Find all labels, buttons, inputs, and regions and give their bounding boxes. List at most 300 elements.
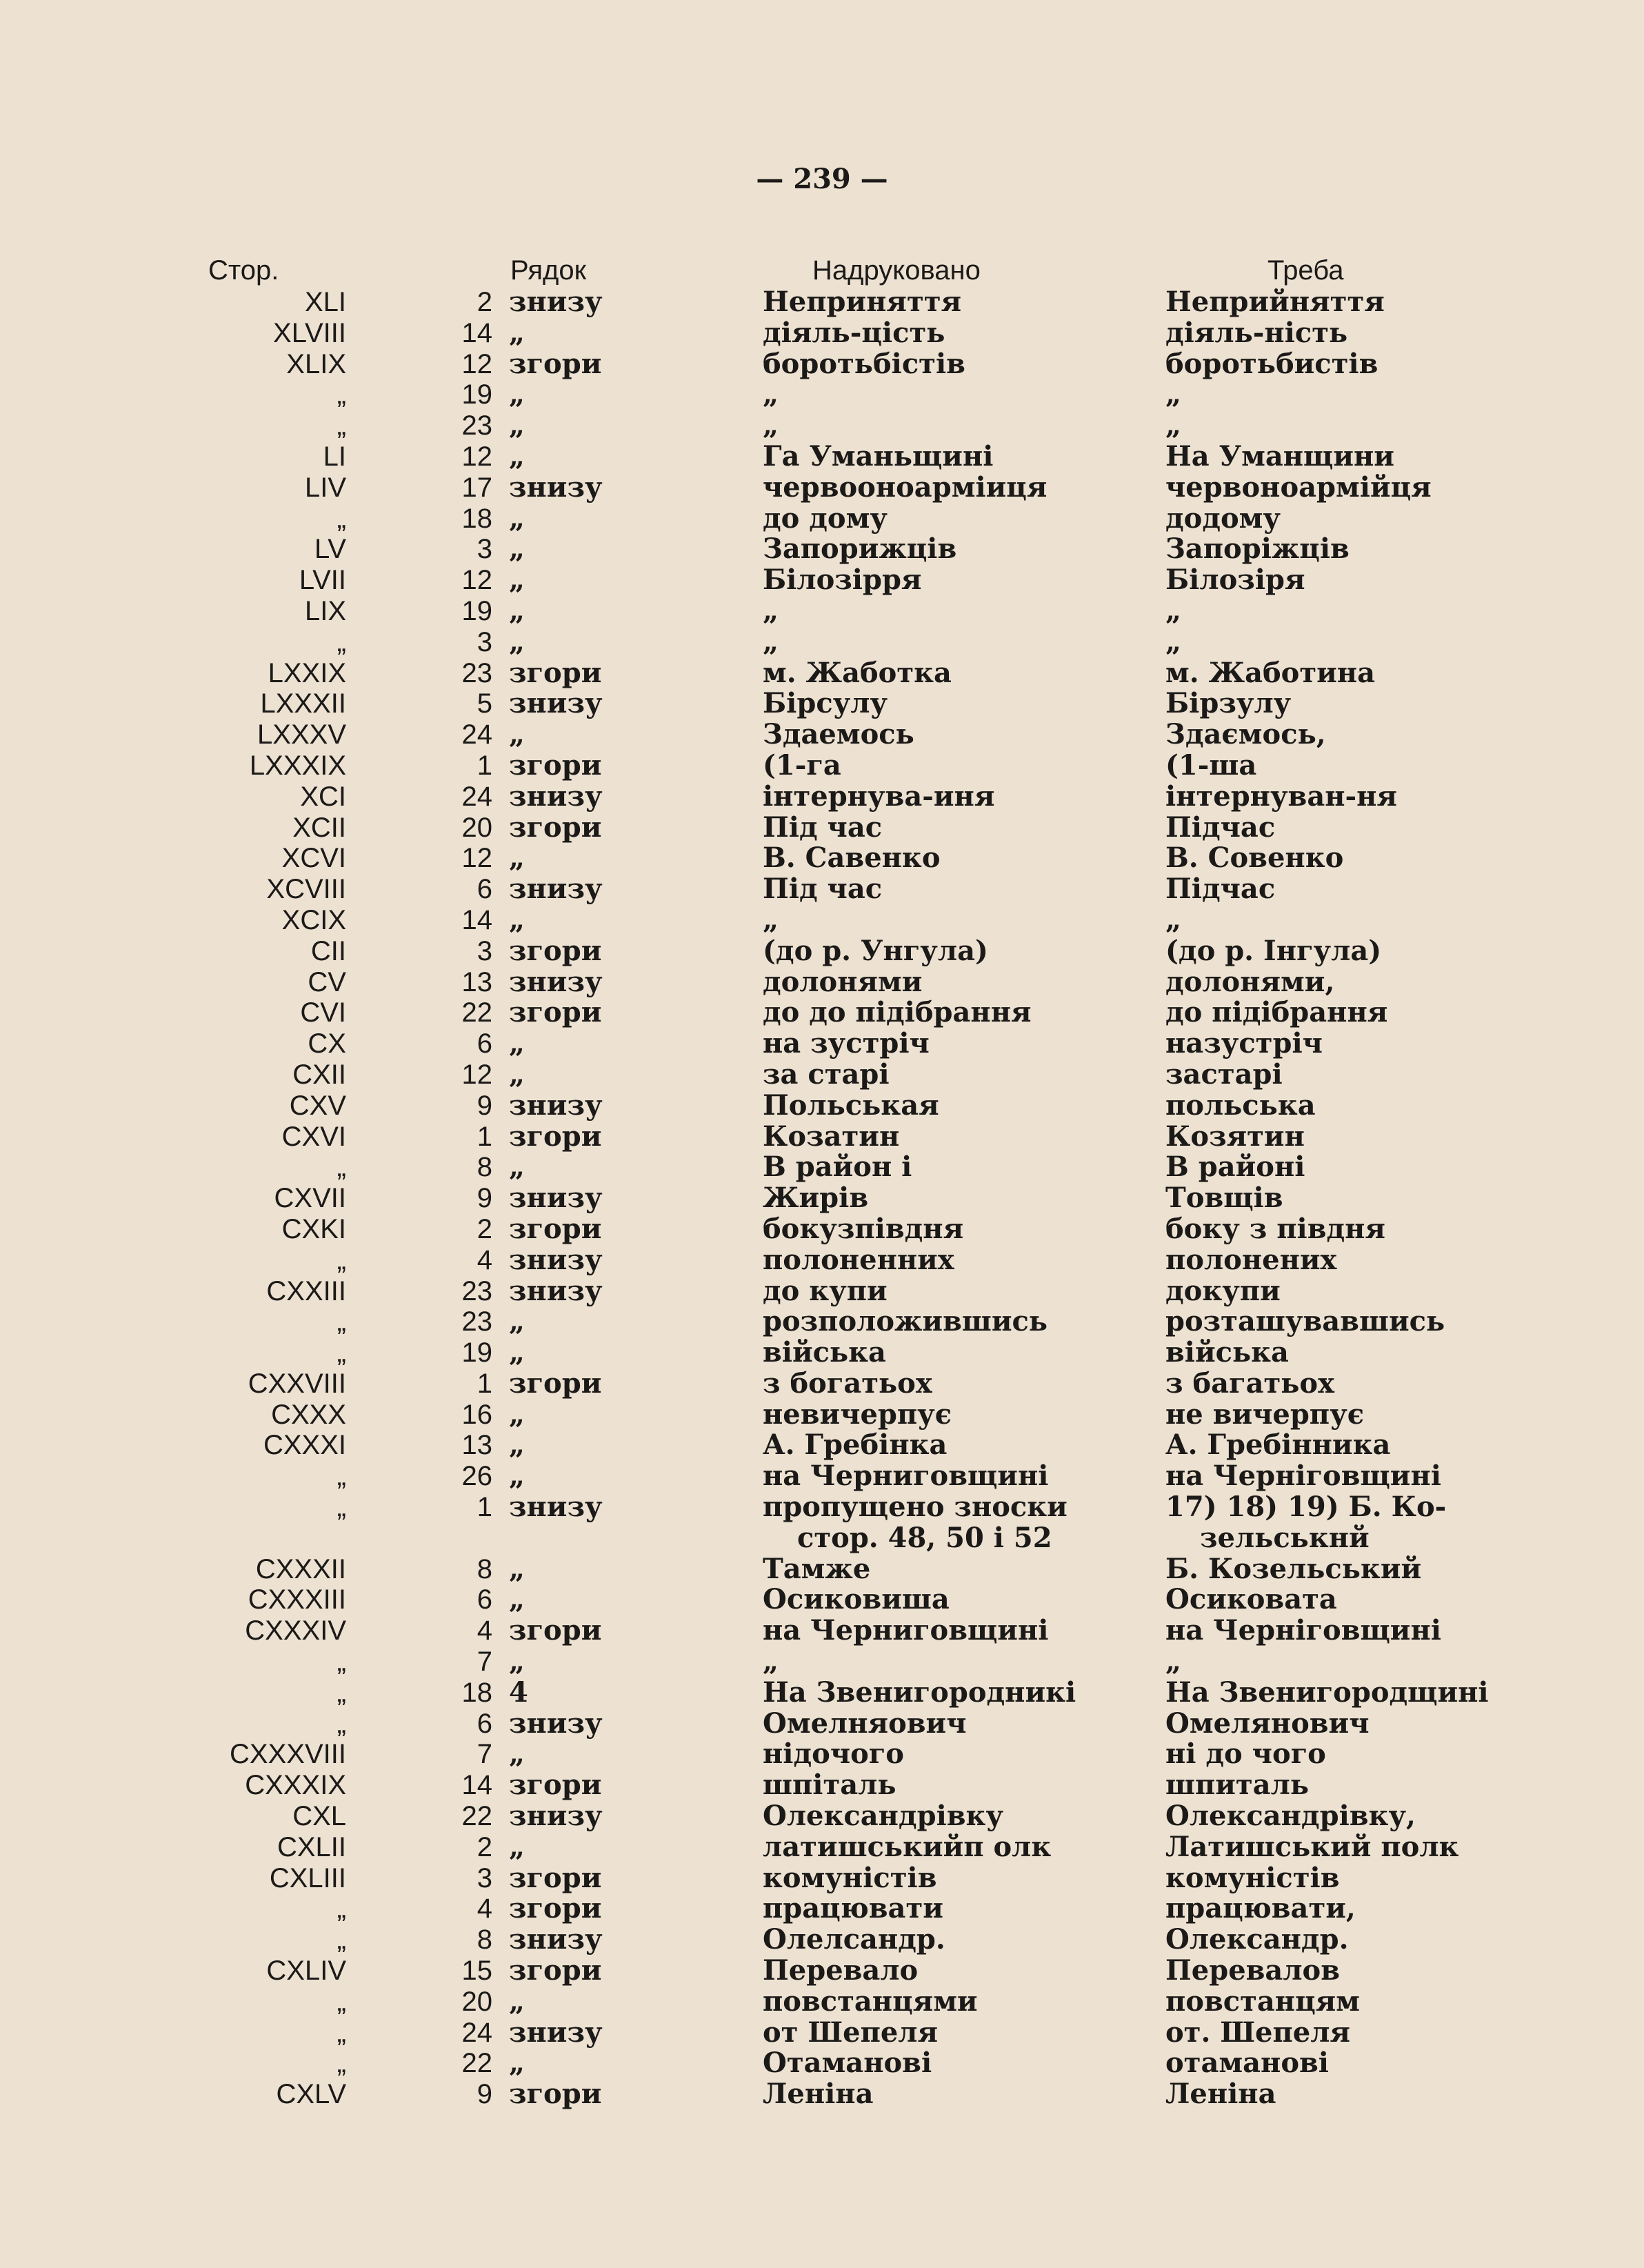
correct-cell: „ [1165,625,1182,658]
correct-cell: „ [1165,378,1182,411]
line-position-cell: „ [509,409,525,442]
table-row [0,1306,1644,1337]
printed-cell: Га Уманьщині [763,439,994,472]
printed-cell: Тамже [763,1552,871,1585]
page-cell: CXXXIX [245,1770,346,1801]
line-position-cell: „ [509,718,525,751]
line-position-cell: „ [509,1830,525,1863]
table-row [0,905,1644,936]
printed-cell: до до підібрання [763,996,1032,1029]
line-number-cell: 3 [477,935,492,966]
page-cell: LXXXII [260,688,346,719]
page-cell: CXVII [274,1183,346,1214]
correct-cell: Підчас [1165,810,1276,844]
table-row [0,1088,1644,1122]
table-row [0,1832,1644,1863]
page-cell: CXXVIII [248,1368,346,1399]
correct-cell: В районі [1165,1151,1305,1184]
line-position-cell: знизу [509,965,603,998]
printed-cell: за старі [763,1057,890,1091]
page-cell: CXLII [277,1831,346,1862]
printed-cell: боротьбістів [763,347,965,380]
line-number-cell: 22 [461,1801,492,1832]
printed-cell: латишськийп олк [763,1830,1052,1863]
line-position-cell: згори [509,934,602,967]
table-row [0,1028,1644,1060]
table-row [0,936,1644,967]
table-row [0,1057,1644,1091]
line-position-cell: знизу [509,779,603,813]
line-position-cell: згори [509,1120,602,1153]
line-position-cell: згори [509,2078,602,2111]
table-row [0,719,1644,750]
line-position-cell: „ [509,1645,525,1678]
line-position-cell: „ [509,1738,525,1771]
printed-cell: бокузпівдня [763,1212,964,1245]
correct-cell: до підібрання [1165,996,1388,1029]
printed-cell: (до р. Унгула) [763,934,988,967]
correct-cell: (1-ша [1165,748,1257,782]
line-number-cell: 6 [477,1028,492,1060]
line-number-cell: 3 [477,534,492,565]
line-number-cell: 16 [461,1399,492,1430]
page-cell: LV [314,534,346,565]
line-number-cell: 1 [477,1121,492,1152]
table-row [0,627,1644,658]
page-cell: CXXXIII [248,1584,346,1615]
correct-cell: додому [1165,501,1281,535]
page-cell: XLI [304,287,346,317]
line-position-cell: „ [509,1984,525,2018]
correct-line: 17) 18) 19) Б. Ко- [1165,1491,1447,1524]
line-number-cell: 8 [477,1553,492,1584]
line-number-cell: 8 [477,1152,492,1183]
line-position-cell: згори [509,1954,602,1987]
line-number-cell: 12 [461,843,492,874]
line-number-cell: 9 [477,2079,492,2110]
printed-cell: Неприняття [763,286,962,318]
printed-cell: інтернува-иня [763,779,995,813]
line-position-cell: знизу [509,1923,603,1956]
line-position-cell: „ [509,625,525,658]
printed-cell: Під час [763,873,883,906]
table-row [0,1461,1644,1492]
page-cell: LVII [299,565,346,596]
line-position-cell: „ [509,1429,525,1462]
page-cell: „ [337,1893,346,1924]
line-number-cell: 6 [477,874,492,905]
correct-cell: В. Совенко [1165,842,1344,875]
page-cell: „ [337,1647,346,1678]
page-cell: LXXXIX [249,750,346,781]
table-row [0,287,1644,318]
table-row [0,1984,1644,2018]
table-row [0,779,1644,813]
page-cell: CX [308,1028,346,1060]
page-cell: XCIX [281,904,346,935]
correct-cell: Латишський полк [1165,1830,1459,1863]
line-number-cell: 8 [477,1924,492,1956]
line-position-cell: знизу [509,1182,603,1215]
line-number-cell: 18 [461,503,492,534]
correct-cell: червоноармійця [1165,470,1432,504]
table-row [0,810,1644,844]
table-row [0,1584,1644,1615]
line-number-cell: 12 [461,348,492,379]
page-cell: CXKI [281,1213,346,1244]
table-row [0,1647,1644,1678]
printed-cell: повстанцями [763,1984,978,2018]
printed-cell: Олелсандр. [763,1923,945,1956]
page-cell: XLIX [286,348,346,379]
table-row [0,534,1644,565]
line-number-cell: 24 [461,781,492,812]
correct-cell: м. Жаботина [1165,656,1376,689]
line-number-cell: 6 [477,1708,492,1739]
line-position-cell: знизу [509,1274,603,1307]
line-number-cell: 26 [461,1461,492,1492]
line-position-cell: знизу [509,1088,603,1122]
printed-cell: Польськая [763,1088,939,1122]
line-position-cell: „ [509,1397,525,1431]
correct-cell: на Черніговщині [1165,1614,1441,1647]
correct-cell: з багатьох [1165,1366,1334,1400]
line-position-cell: „ [509,1027,525,1060]
page-cell: LIX [304,595,346,626]
table-row [0,1956,1644,1987]
page-cell: XCVIII [266,874,346,905]
correct-cell: Осиковата [1165,1583,1337,1616]
table-row [0,1492,1644,1554]
page-cell: „ [337,410,346,441]
table-row [0,874,1644,905]
page-cell: CXLIV [266,1956,346,1987]
page-cell: „ [337,1337,346,1369]
correct-cell: розташувавшись [1165,1305,1445,1338]
correct-cell: „ [1165,409,1182,442]
line-number-cell: 1 [477,1492,492,1523]
page-cell: CXXX [271,1399,346,1430]
line-position-cell: згори [509,1861,602,1894]
line-number-cell: 4 [477,1615,492,1647]
correct-cell: Олександр. [1165,1923,1349,1956]
correct-cell: Омелянович [1165,1707,1370,1740]
printed-cell: Отаманові [763,2047,932,2080]
printed-cell: „ [763,378,779,411]
table-row [0,1214,1644,1245]
table-row [0,2048,1644,2079]
printed-cell: м. Жаботка [763,656,952,689]
page-cell: XLVIII [273,317,346,348]
table-row [0,379,1644,410]
page-cell: CXV [289,1090,346,1121]
page-cell: „ [337,1986,346,2017]
line-position-cell: знизу [509,2016,603,2049]
line-position-cell: згори [509,347,602,380]
printed-cell: (1-га [763,748,841,782]
correct-cell: боку з півдня [1165,1212,1385,1245]
table-row [0,1430,1644,1461]
table-row [0,1276,1644,1307]
line-position-cell: „ [509,316,525,349]
printed-cell: війська [763,1336,886,1369]
correct-cell: комуністів [1165,1861,1340,1894]
table-row [0,1245,1644,1276]
line-number-cell: 19 [461,1337,492,1369]
correct-cell: „ [1165,903,1182,936]
printed-cell: А. Гребінка [763,1429,948,1462]
line-position-cell: знизу [509,470,603,504]
printed-cell [763,1492,1067,1554]
table-row [0,1739,1644,1770]
printed-cell: розположившись [763,1305,1048,1338]
header-page: Стор. [208,255,279,286]
correct-cell: Запоріжців [1165,533,1350,566]
line-position-cell: згори [509,810,602,844]
line-number-cell: 23 [461,657,492,688]
correct-cell: отаманові [1165,2047,1329,2080]
printed-cell: В район і [763,1151,912,1184]
line-position-cell: „ [509,903,525,936]
line-number-cell: 15 [461,1956,492,1987]
line-position-cell: „ [509,842,525,875]
line-position-cell: згори [509,1614,602,1647]
page-cell: „ [337,1708,346,1739]
line-position-cell: „ [509,1305,525,1338]
printed-cell: на Черниговщині [763,1460,1049,1493]
line-number-cell: 17 [461,472,492,503]
line-number-cell: 24 [461,719,492,750]
table-row [0,1397,1644,1431]
table-row [0,843,1644,874]
header-correct: Треба [1267,255,1344,286]
table-row [0,997,1644,1028]
correct-cell: Неприйняття [1165,286,1385,318]
line-number-cell: 20 [461,812,492,843]
correct-line: зельськнй [1200,1521,1370,1554]
page-cell: CXLV [276,2079,346,2110]
table-row [0,1924,1644,1956]
printed-line: пропущено зноски [763,1491,1067,1524]
line-number-cell: 7 [477,1647,492,1678]
line-position-cell: згори [509,996,602,1029]
line-number-cell: 14 [461,317,492,348]
line-number-cell: 2 [477,1213,492,1244]
table-row [0,658,1644,689]
table-row [0,1770,1644,1801]
line-number-cell: 7 [477,1739,492,1770]
line-number-cell: 5 [477,688,492,719]
page-cell: „ [337,1306,346,1337]
printed-cell: Омелняович [763,1707,967,1740]
line-position-cell: згори [509,1892,602,1925]
printed-cell: комуністів [763,1861,937,1894]
correct-cell: повстанцям [1165,1984,1360,2018]
correct-cell: працювати, [1165,1892,1356,1925]
printed-cell: „ [763,1645,779,1678]
printed-cell: На Звенигородникі [763,1675,1076,1709]
table-row [0,565,1644,596]
correct-cell: Перевалов [1165,1954,1341,1987]
line-number-cell: 24 [461,2017,492,2048]
page-cell: „ [337,1677,346,1708]
printed-cell: Осиковиша [763,1583,950,1616]
page-cell: XCII [292,812,346,843]
line-position-cell: „ [509,564,525,597]
table-row [0,1366,1644,1400]
table-row [0,1863,1644,1894]
correct-cell: польська [1165,1088,1316,1122]
printed-cell: з богатьох [763,1366,932,1400]
table-row [0,2018,1644,2049]
table-row [0,472,1644,504]
line-position-cell: згори [509,748,602,782]
page-cell: CXLIII [269,1862,346,1893]
page-cell: „ [337,1152,346,1183]
line-position-cell: „ [509,501,525,535]
table-row [0,750,1644,782]
table-row [0,1554,1644,1585]
line-number-cell: 12 [461,565,492,596]
line-number-cell: 12 [461,1059,492,1090]
page-cell: CXXIII [266,1275,346,1306]
line-number-cell: 22 [461,2048,492,2079]
line-number-cell: 20 [461,1986,492,2017]
table-row [0,1122,1644,1153]
correct-cell: (до р. Інгула) [1165,934,1382,967]
table-row [0,688,1644,719]
line-position-cell: згори [509,656,602,689]
page-cell: „ [337,1461,346,1492]
line-position-cell: знизу [509,1707,603,1740]
page-cell: CXXXI [263,1430,346,1461]
line-position-cell: 4 [509,1675,528,1709]
page-cell: CXXXVIII [230,1739,346,1770]
page-cell: CXXXIV [245,1615,346,1647]
line-position-cell: „ [509,1151,525,1184]
table-row [0,1675,1644,1709]
correct-cell: от. Шепеля [1165,2016,1350,2049]
correct-cell: „ [1165,594,1182,627]
line-position-cell: „ [509,2047,525,2080]
correct-cell: полонених [1165,1243,1337,1276]
line-position-cell: „ [509,1460,525,1493]
line-number-cell: 23 [461,1306,492,1337]
printed-cell: „ [763,409,779,442]
correct-cell: діяль-ність [1165,316,1348,349]
correct-cell: війська [1165,1336,1289,1369]
page-cell: CV [308,966,346,997]
page-cell: „ [337,379,346,410]
line-number-cell: 23 [461,1275,492,1306]
correct-cell [1165,1492,1446,1554]
line-position-cell: „ [509,1336,525,1369]
printed-cell: червооноарміиця [763,470,1047,504]
correct-cell: шпиталь [1165,1769,1309,1802]
correct-cell: боротьбистів [1165,347,1379,380]
line-number-cell: 14 [461,1770,492,1801]
correct-cell: інтернуван-ня [1165,779,1397,813]
printed-line: стор. 48, 50 і 52 [797,1521,1052,1554]
table-row [0,967,1644,998]
line-number-cell: 9 [477,1090,492,1121]
printed-cell: на Черниговщині [763,1614,1049,1647]
line-number-cell: 19 [461,595,492,626]
line-position-cell: знизу [509,1491,603,1524]
correct-cell: ні до чого [1165,1738,1326,1771]
line-number-cell: 12 [461,441,492,472]
line-number-cell: 9 [477,1183,492,1214]
line-number-cell: 13 [461,1430,492,1461]
line-number-cell: 3 [477,1862,492,1893]
correct-cell: назустріч [1165,1027,1323,1060]
line-number-cell: 1 [477,750,492,781]
line-number-cell: 3 [477,626,492,657]
line-number-cell: 13 [461,966,492,997]
table-row [0,1615,1644,1647]
line-number-cell: 2 [477,287,492,317]
correct-cell: Білозіря [1165,564,1305,597]
line-position-cell: знизу [509,1243,603,1276]
printed-cell: Перевало [763,1954,919,1987]
page-cell: „ [337,2048,346,2079]
printed-cell: працювати [763,1892,943,1925]
table-row [0,441,1644,472]
page-cell: „ [337,503,346,534]
page-cell: „ [337,1244,346,1275]
table-row [0,1801,1644,1832]
page-cell: „ [337,1492,346,1523]
printed-cell: до дому [763,501,888,535]
correct-cell: Леніна [1165,2078,1276,2111]
correct-cell: На Звенигородщині [1165,1675,1489,1709]
printed-cell: Олександрівку [763,1800,1004,1833]
page-cell: CII [310,935,346,966]
page-cell: CXVI [281,1121,346,1152]
page-cell: LXXIX [268,657,346,688]
printed-cell: невичерпує [763,1397,952,1431]
page-cell: CVI [300,997,346,1028]
table-row [0,596,1644,627]
line-position-cell: знизу [509,687,603,720]
line-position-cell: знизу [509,873,603,906]
printed-cell: Під час [763,810,883,844]
page-cell: „ [337,1924,346,1956]
printed-cell: Козатин [763,1120,900,1153]
printed-cell: „ [763,903,779,936]
correct-cell: застарі [1165,1057,1283,1091]
printed-cell: Білозірря [763,564,922,597]
correct-cell: докупи [1165,1274,1281,1307]
line-position-cell: „ [509,439,525,472]
page-cell: XCVI [281,843,346,874]
correct-cell: Здаємось, [1165,718,1326,751]
page-cell: XCI [300,781,346,812]
correct-cell: Б. Козельський [1165,1552,1422,1585]
line-number-cell: 23 [461,410,492,441]
correct-cell: не вичерпує [1165,1397,1365,1431]
table-row [0,410,1644,441]
correct-cell: „ [1165,1645,1182,1678]
printed-cell: Здаемось [763,718,914,751]
line-number-cell: 19 [461,379,492,410]
table-row [0,318,1644,349]
correct-cell: Олександрівку, [1165,1800,1416,1833]
correct-cell: Козятин [1165,1120,1305,1153]
printed-cell: Бірсулу [763,687,888,720]
header-printed: Надруковано [812,255,981,286]
printed-cell: на зустріч [763,1027,930,1060]
